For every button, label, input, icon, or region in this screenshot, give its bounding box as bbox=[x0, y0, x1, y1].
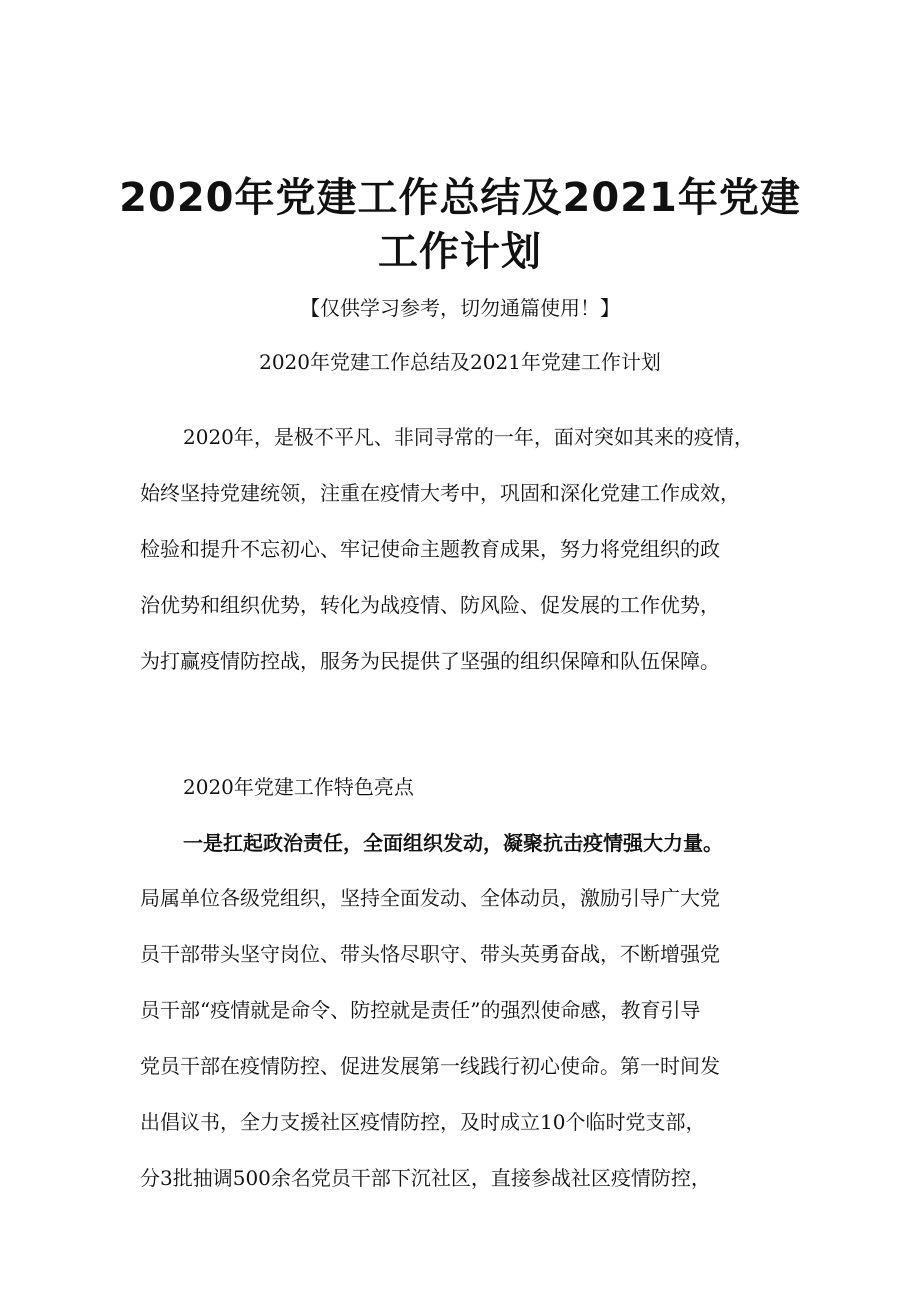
disclaimer-note: 【仅供学习参考，切勿通篇使用！】 bbox=[300, 296, 620, 320]
intro-paragraph-line: 为打赢疫情防控战，服务为民提供了坚强的组织保障和队伍保障。 bbox=[140, 649, 720, 673]
intro-paragraph-line: 治优势和组织优势，转化为战疫情、防风险、促发展的工作优势， bbox=[140, 593, 720, 617]
point-one-title: 一是扛起政治责任，全面组织发动，凝聚抗击疫情强大力量。 bbox=[183, 831, 723, 855]
point-one-line: 党员干部在疫情防控、促进发展第一线践行初心使命。第一时间发 bbox=[140, 1054, 720, 1078]
intro-paragraph-line: 2020年，是极不平凡、非同寻常的一年，面对突如其来的疫情， bbox=[183, 425, 754, 449]
point-one-line: 员干部“疫情就是命令、防控就是责任”的强烈使命感，教育引导 bbox=[140, 998, 701, 1022]
intro-paragraph-line: 检验和提升不忘初心、牢记使命主题教育成果，努力将党组织的政 bbox=[140, 537, 720, 561]
section-heading: 2020年党建工作特色亮点 bbox=[183, 775, 414, 799]
point-one-line: 局属单位各级党组织，坚持全面发动、全体动员，激励引导广大党 bbox=[140, 886, 720, 910]
intro-paragraph-line: 始终坚持党建统领，注重在疫情大考中，巩固和深化党建工作成效， bbox=[140, 481, 740, 505]
document-title-line-2: 工作计划 bbox=[378, 229, 542, 275]
point-one-line: 员干部带头坚守岗位、带头恪尽职守、带头英勇奋战，不断增强党 bbox=[140, 942, 720, 966]
point-one-line: 出倡议书，全力支援社区疫情防控，及时成立10个临时党支部， bbox=[140, 1110, 706, 1134]
point-one-line: 分3批抽调500余名党员干部下沉社区，直接参战社区疫情防控， bbox=[140, 1166, 711, 1190]
document-title-line-1: 2020年党建工作总结及2021年党建 bbox=[119, 175, 801, 221]
document-subtitle: 2020年党建工作总结及2021年党建工作计划 bbox=[259, 350, 661, 374]
